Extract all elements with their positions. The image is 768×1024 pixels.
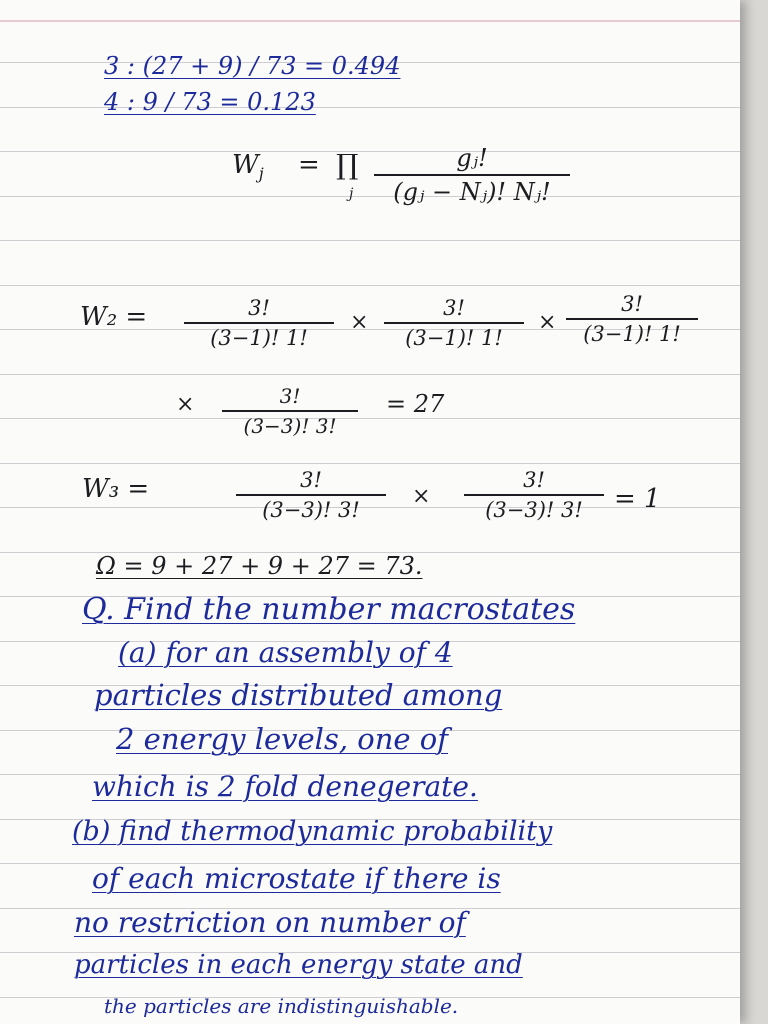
formula-equals: = <box>298 150 320 180</box>
question-line-7: of each microstate if there is <box>92 862 501 895</box>
product-symbol: ∏ <box>336 148 359 181</box>
probability-line-4: 4 : 9 / 73 = 0.123 <box>104 88 316 116</box>
w2-fraction-2 <box>384 296 524 350</box>
w2-times-2: × <box>538 310 557 335</box>
formula-numerator: gⱼ! <box>456 144 488 172</box>
w3-fraction-1 <box>236 468 386 522</box>
w3-f1-num: 3! <box>300 468 322 492</box>
w3-fraction-2 <box>464 468 604 522</box>
w3-f2-den: (3−3)! 3! <box>485 498 583 522</box>
ruled-line <box>0 285 740 286</box>
w3-f2-num: 3! <box>523 468 545 492</box>
w2-fraction-3 <box>566 292 698 346</box>
ruled-line <box>0 240 740 241</box>
question-line-9: particles in each energy state and <box>74 950 523 980</box>
question-line-8: no restriction on number of <box>74 906 466 939</box>
w2-f4-num: 3! <box>279 384 301 408</box>
ruled-line <box>0 374 740 375</box>
question-line-6: (b) find thermodynamic probability <box>72 816 553 847</box>
question-line-5: which is 2 fold denegerate. <box>92 770 478 803</box>
w2-f3-num: 3! <box>621 292 643 316</box>
w3-times: × <box>412 484 431 509</box>
question-line-2: (a) for an assembly of 4 <box>118 636 453 669</box>
probability-line-3: 3 : (27 + 9) / 73 = 0.494 <box>104 52 401 80</box>
formula-lhs-symbol: W <box>232 150 259 180</box>
omega-total: Ω = 9 + 27 + 9 + 27 = 73. <box>96 552 423 580</box>
page-top-margin-line <box>0 20 740 22</box>
w3-result: = 1 <box>614 484 661 514</box>
w2-f2-num: 3! <box>443 296 465 320</box>
question-line-10: the particles are indistinguishable. <box>104 994 459 1018</box>
product-sub: j <box>349 186 354 202</box>
w3-f1-den: (3−3)! 3! <box>262 498 360 522</box>
ruled-line <box>0 151 740 152</box>
w2-f1-num: 3! <box>248 296 270 320</box>
w2-f2-den: (3−1)! 1! <box>405 326 503 350</box>
formula-denominator: (gⱼ − Nⱼ)! Nⱼ! <box>393 178 551 206</box>
w2-f4-den: (3−3)! 3! <box>243 414 337 438</box>
question-line-4: 2 energy levels, one of <box>116 722 448 756</box>
w2-lhs: W₂ = <box>80 302 148 332</box>
formula-lhs <box>232 150 264 183</box>
w2-result: = 27 <box>386 390 445 418</box>
ruled-line <box>0 463 740 464</box>
question-line-3: particles distributed among <box>94 678 503 712</box>
w2-fraction-1 <box>184 296 334 350</box>
w3-lhs: W₃ = <box>82 474 150 504</box>
formula-lhs-sub: j <box>258 164 264 184</box>
w2-f1-den: (3−1)! 1! <box>210 326 308 350</box>
ruled-line <box>0 418 740 419</box>
formula-fraction <box>374 144 570 206</box>
ruled-line <box>0 196 740 197</box>
w2-times-3: × <box>176 392 195 417</box>
w2-times-1: × <box>350 310 369 335</box>
w2-fraction-4 <box>222 384 358 438</box>
question-line-1: Q. Find the number macrostates <box>82 592 576 627</box>
w2-f3-den: (3−1)! 1! <box>583 322 681 346</box>
